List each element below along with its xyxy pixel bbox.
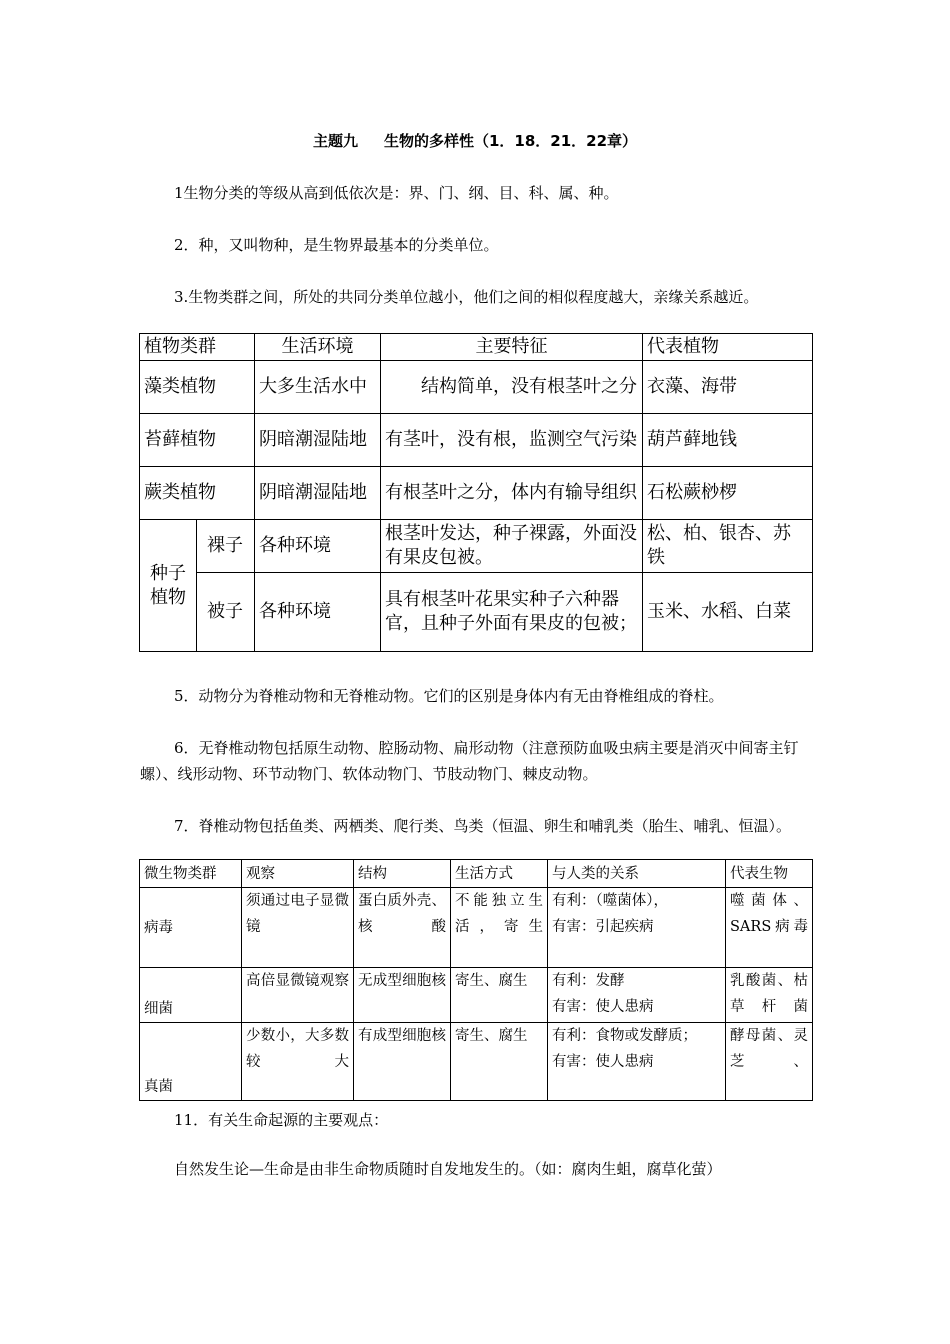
header-cell: 结构 xyxy=(354,860,451,888)
table-row xyxy=(140,467,813,520)
table-row xyxy=(140,888,813,968)
paragraph-1: 1生物分类的等级从高到低依次是：界、门、纲、目、科、属、种。 xyxy=(174,184,619,202)
plant-table xyxy=(139,333,813,652)
group-cell: 藻类植物 xyxy=(140,361,255,414)
group-cell: 苔藓植物 xyxy=(140,414,255,467)
subgroup-cell: 被子 xyxy=(197,573,255,652)
page-title xyxy=(0,130,950,151)
feature-cell: 有茎叶，没有根，监测空气污染 xyxy=(381,414,643,467)
feature-cell: 有根茎叶之分，体内有输导组织 xyxy=(381,467,643,520)
obs-cell: 须通过电子显微镜 xyxy=(242,888,354,968)
header-cell: 植物类群 xyxy=(140,334,255,361)
rep-cell: 酵母菌、灵芝、 xyxy=(726,1023,813,1101)
relation-bad: 有害：使人患病 xyxy=(552,999,654,1015)
relation-bad: 有害：引起疾病 xyxy=(552,919,654,935)
relation-cell xyxy=(548,1023,726,1101)
env-cell: 大多生活水中 xyxy=(255,361,381,414)
table-row xyxy=(140,361,813,414)
rep-cell: 噬菌体、SARS病毒 xyxy=(726,888,813,968)
struct-cell: 无成型细胞核 xyxy=(354,968,451,1023)
paragraph-12: 自然发生论—生命是由非生命物质随时自发地发生的。（如：腐肉生蛆，腐草化萤） xyxy=(174,1160,722,1178)
struct-cell: 蛋白质外壳、核酸 xyxy=(354,888,451,968)
rep-cell: 衣藻、海带 xyxy=(643,361,813,414)
header-cell: 微生物类群 xyxy=(140,860,242,888)
header-cell: 观察 xyxy=(242,860,354,888)
paragraph-5: 5．动物分为脊椎动物和无脊椎动物。它们的区别是身体内有无由脊椎组成的脊柱。 xyxy=(174,687,724,705)
group-cell: 细菌 xyxy=(140,968,242,1023)
table-row xyxy=(140,1023,813,1101)
header-cell: 生活环境 xyxy=(255,334,381,361)
rep-cell: 乳酸菌、枯草杆菌 xyxy=(726,968,813,1023)
title-sub: 生物的多样性（1．18．21．22章） xyxy=(383,132,638,150)
group-cell: 病毒 xyxy=(140,888,242,968)
micro-table-header xyxy=(140,860,813,888)
env-cell: 各种环境 xyxy=(255,520,381,573)
life-cell: 寄生、腐生 xyxy=(451,1023,548,1101)
header-cell: 主要特征 xyxy=(381,334,643,361)
rep-cell: 葫芦藓地钱 xyxy=(643,414,813,467)
env-cell: 各种环境 xyxy=(255,573,381,652)
paragraph-6: 6．无脊椎动物包括原生动物、腔肠动物、扁形动物（注意预防血吸虫病主要是消灭中间寄主钉螺）、线形动物、环节动物门、软体动物门、节肢动物门、棘皮动物。 xyxy=(140,739,799,783)
relation-good: 有利：食物或发酵质； xyxy=(552,1028,697,1044)
header-cell: 代表植物 xyxy=(643,334,813,361)
seed-group-cell: 种子植物 xyxy=(140,520,197,652)
header-cell: 代表生物 xyxy=(726,860,813,888)
obs-cell: 高倍显微镜观察 xyxy=(242,968,354,1023)
paragraph-7: 7．脊椎动物包括鱼类、两栖类、爬行类、鸟类（恒温、卵生和哺乳类（胎生、哺乳、恒温）。 xyxy=(174,817,792,835)
env-cell: 阴暗潮湿陆地 xyxy=(255,467,381,520)
rep-cell: 石松蕨桫椤 xyxy=(643,467,813,520)
header-cell: 与人类的关系 xyxy=(548,860,726,888)
relation-cell xyxy=(548,968,726,1023)
table-row xyxy=(140,573,813,652)
table-row xyxy=(140,414,813,467)
relation-bad: 有害：使人患病 xyxy=(552,1054,654,1070)
header-cell: 生活方式 xyxy=(451,860,548,888)
group-cell: 蕨类植物 xyxy=(140,467,255,520)
plant-table-header xyxy=(140,334,813,361)
life-cell: 寄生、腐生 xyxy=(451,968,548,1023)
paragraph-2: 2．种，又叫物种，是生物界最基本的分类单位。 xyxy=(174,236,499,254)
relation-good: 有利：（噬菌体）， xyxy=(552,893,668,909)
rep-cell: 玉米、水稻、白菜 xyxy=(643,573,813,652)
env-cell: 阴暗潮湿陆地 xyxy=(255,414,381,467)
rep-cell: 松、柏、银杏、苏铁 xyxy=(643,520,813,573)
micro-table xyxy=(139,859,813,1101)
relation-cell xyxy=(548,888,726,968)
feature-cell: 根茎叶发达，种子裸露，外面没有果皮包被。 xyxy=(381,520,643,573)
paragraph-3: 3.生物类群之间，所处的共同分类单位越小，他们之间的相似程度越大，亲缘关系越近。 xyxy=(174,288,759,306)
relation-good: 有利：发酵 xyxy=(552,973,625,989)
struct-cell: 有成型细胞核 xyxy=(354,1023,451,1101)
life-cell: 不能独立生活，寄生 xyxy=(451,888,548,968)
group-cell: 真菌 xyxy=(140,1023,242,1101)
obs-cell: 少数小，大多数较大 xyxy=(242,1023,354,1101)
feature-cell: 结构简单，没有根茎叶之分 xyxy=(381,361,643,414)
subgroup-cell: 裸子 xyxy=(197,520,255,573)
table-row xyxy=(140,520,813,573)
table-row xyxy=(140,968,813,1023)
feature-cell: 具有根茎叶花果实种子六种器官，且种子外面有果皮的包被； xyxy=(381,573,643,652)
title-main: 主题九 xyxy=(312,132,358,150)
paragraph-11: 11．有关生命起源的主要观点： xyxy=(174,1111,389,1129)
